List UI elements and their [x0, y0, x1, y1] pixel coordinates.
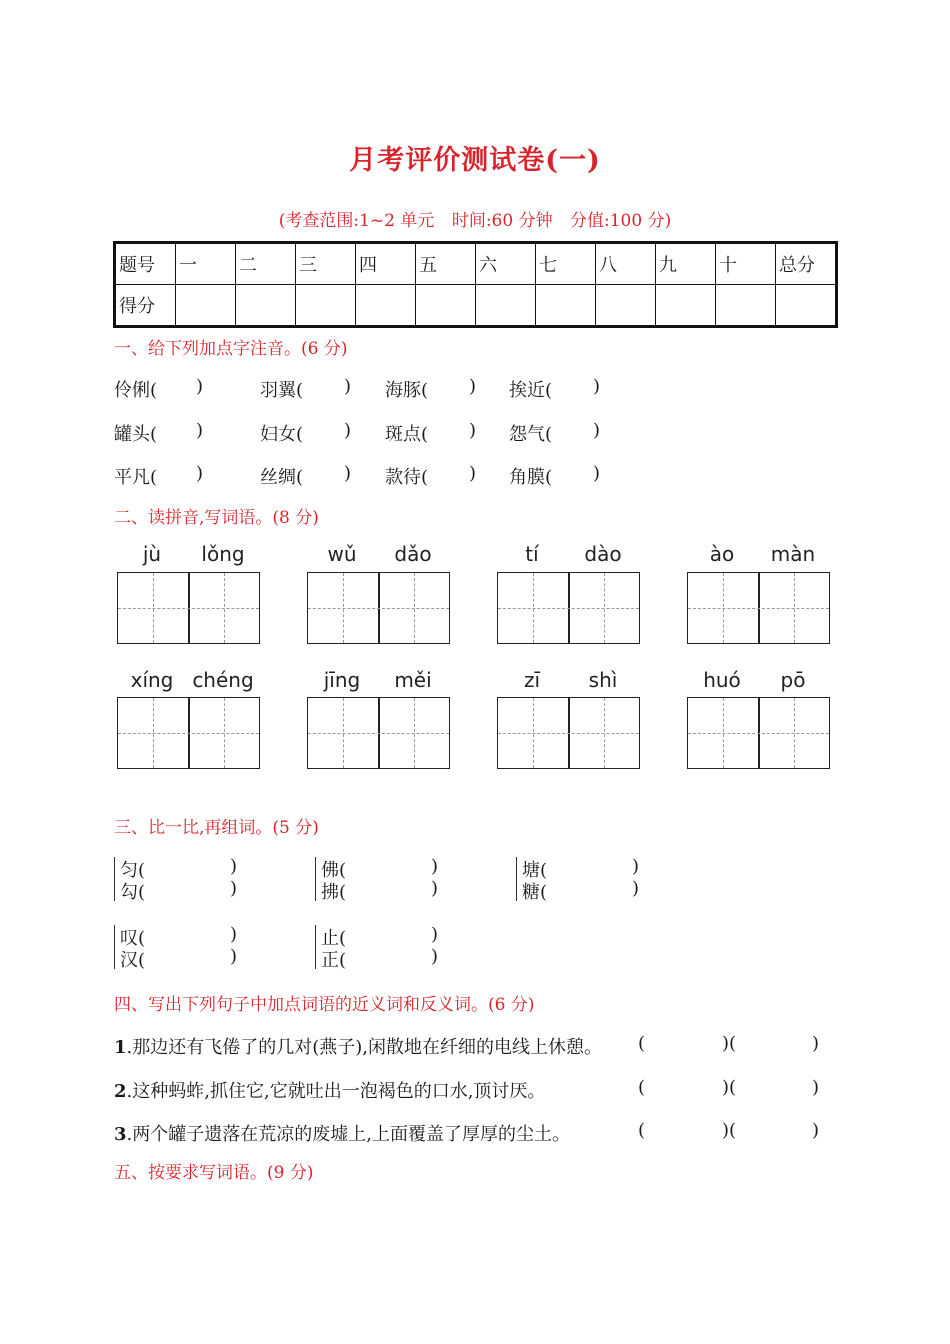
score-cell: 二: [236, 243, 296, 285]
pinyin-word: 款待(: [385, 467, 429, 488]
close-paren: ): [812, 1120, 820, 1141]
compare-char: 止(: [321, 928, 347, 949]
pinyin-word: 妇女(: [260, 424, 304, 445]
pinyin-word: 挨近(: [509, 380, 553, 401]
question-text: .这种蚂蚱,抓住它,它就吐出一泡褐色的口水,顶讨厌。: [126, 1081, 546, 1102]
grid-line: [414, 698, 415, 768]
score-cell: 题号: [115, 243, 176, 285]
pinyin-syllable: lǒng: [201, 542, 245, 566]
open-paren: (: [638, 1120, 646, 1141]
compare-char: 糖(: [522, 882, 548, 903]
grid-line: [343, 573, 344, 643]
score-input-cell[interactable]: [716, 285, 776, 327]
score-row-label: 得分: [115, 285, 176, 327]
open-paren: (: [638, 1033, 646, 1054]
pinyin-word: 丝绸(: [260, 467, 304, 488]
grid-line: [224, 573, 225, 643]
compare-char: 叹(: [120, 928, 146, 949]
pinyin-syllable: huó: [703, 668, 741, 692]
close-paren: ): [632, 856, 640, 877]
close-paren: ): [230, 878, 238, 899]
bracket: [315, 857, 316, 901]
pinyin-word: 怨气(: [509, 424, 553, 445]
grid-line: [794, 698, 795, 768]
section-1-heading: 一、给下列加点字注音。(6 分): [114, 339, 348, 359]
pinyin-syllable: dǎo: [394, 542, 432, 566]
grid-line: [308, 733, 449, 734]
close-paren: ): [812, 1077, 820, 1098]
close-paren: ): [196, 463, 204, 484]
pinyin-word: 罐头(: [114, 424, 158, 445]
compare-char: 塘(: [522, 860, 548, 881]
grid-line: [153, 573, 154, 643]
answer-blank[interactable]: [166, 420, 194, 442]
close-paren: ): [593, 376, 601, 397]
score-cell: 七: [536, 243, 596, 285]
close-paren: ): [344, 420, 352, 441]
grid-line: [118, 608, 259, 609]
score-input-cell[interactable]: [236, 285, 296, 327]
compare-char: 正(: [321, 950, 347, 971]
tianzige-writing-box[interactable]: [687, 572, 830, 644]
score-cell: 六: [476, 243, 536, 285]
section-4-heading: 四、写出下列句子中加点词语的近义词和反义词。(6 分): [114, 995, 535, 1015]
score-cell: 十: [716, 243, 776, 285]
close-paren: ): [196, 420, 204, 441]
score-input-cell[interactable]: [656, 285, 716, 327]
tianzige-writing-box[interactable]: [497, 697, 640, 769]
bracket: [114, 925, 115, 969]
pinyin-word: 角膜(: [509, 467, 553, 488]
grid-line: [533, 698, 534, 768]
exam-score: 分值:100 分): [570, 211, 672, 231]
score-input-cell[interactable]: [296, 285, 356, 327]
page-title: 月考评价测试卷(一): [349, 145, 601, 176]
tianzige-writing-box[interactable]: [497, 572, 640, 644]
pinyin-word: 平凡(: [114, 467, 158, 488]
tianzige-writing-box[interactable]: [117, 697, 260, 769]
score-cell: 三: [296, 243, 356, 285]
score-cell: 总分: [776, 243, 837, 285]
answer-blank[interactable]: [166, 376, 194, 398]
close-paren: ): [230, 856, 238, 877]
pinyin-syllable: shì: [588, 668, 618, 692]
score-input-cell[interactable]: [356, 285, 416, 327]
score-input-cell[interactable]: [776, 285, 837, 327]
grid-line: [723, 698, 724, 768]
bracket: [315, 925, 316, 969]
bracket: [114, 857, 115, 901]
answer-blank[interactable]: [154, 946, 226, 968]
close-paren: ): [431, 856, 439, 877]
pinyin-word: 斑点(: [385, 424, 429, 445]
close-paren: ): [431, 924, 439, 945]
pinyin-syllable: xíng: [130, 668, 174, 692]
score-input-cell[interactable]: [176, 285, 236, 327]
grid-line: [308, 608, 449, 609]
grid-line: [688, 733, 829, 734]
answer-blank[interactable]: [312, 376, 340, 398]
answer-blank[interactable]: [312, 463, 340, 485]
score-cell: 五: [416, 243, 476, 285]
grid-line: [343, 698, 344, 768]
synonym-blank[interactable]: [650, 1033, 720, 1055]
tianzige-writing-box[interactable]: [687, 697, 830, 769]
compare-char: 汉(: [120, 950, 146, 971]
mid-parens: )(: [722, 1120, 737, 1141]
grid-line: [794, 573, 795, 643]
answer-blank[interactable]: [561, 420, 589, 442]
close-paren: ): [344, 376, 352, 397]
question-text: .两个罐子遗落在荒凉的废墟上,上面覆盖了厚厚的尘土。: [126, 1124, 570, 1145]
section-5-heading: 五、按要求写词语。(9 分): [114, 1163, 314, 1183]
pinyin-syllable: chéng: [192, 668, 254, 692]
mid-parens: )(: [722, 1077, 737, 1098]
open-paren: (: [638, 1077, 646, 1098]
pinyin-word: 海豚(: [385, 380, 429, 401]
close-paren: ): [469, 376, 477, 397]
exam-scope: (考查范围:1~2 单元: [278, 211, 435, 231]
compare-char: 勾(: [120, 882, 146, 903]
question-text: .那边还有飞倦了的几对(燕子),闲散地在纤细的电线上休憩。: [126, 1037, 603, 1058]
answer-blank[interactable]: [355, 878, 427, 900]
score-table-header-row: [115, 243, 837, 285]
pinyin-word: 羽翼(: [260, 380, 304, 401]
tianzige-writing-box[interactable]: [307, 697, 450, 769]
bracket: [516, 857, 517, 901]
score-input-cell[interactable]: [476, 285, 536, 327]
answer-blank[interactable]: [437, 420, 465, 442]
mid-parens: )(: [722, 1033, 737, 1054]
question-sentence: [114, 1077, 545, 1103]
close-paren: ): [344, 463, 352, 484]
close-paren: ): [196, 376, 204, 397]
answer-blank[interactable]: [154, 924, 226, 946]
score-cell: 八: [596, 243, 656, 285]
grid-line: [153, 698, 154, 768]
grid-line: [118, 733, 259, 734]
grid-line: [414, 573, 415, 643]
answer-blank[interactable]: [166, 463, 194, 485]
answer-blank[interactable]: [154, 878, 226, 900]
pinyin-syllable: měi: [394, 668, 432, 692]
close-paren: ): [230, 924, 238, 945]
tianzige-writing-box[interactable]: [117, 572, 260, 644]
close-paren: ): [632, 878, 640, 899]
question-number: 1: [114, 1037, 127, 1058]
exam-time: 时间:60 分钟: [451, 211, 553, 231]
answer-blank[interactable]: [154, 856, 226, 878]
compare-char: 佛(: [321, 860, 347, 881]
answer-blank[interactable]: [561, 376, 589, 398]
score-table-score-row: [115, 285, 837, 327]
close-paren: ): [812, 1033, 820, 1054]
pinyin-syllable: ào: [709, 542, 735, 566]
grid-line: [498, 733, 639, 734]
synonym-blank[interactable]: [650, 1120, 720, 1142]
score-cell: 四: [356, 243, 416, 285]
score-cell: 九: [656, 243, 716, 285]
score-cell: 一: [176, 243, 236, 285]
pinyin-syllable: zī: [523, 668, 541, 692]
close-paren: ): [469, 420, 477, 441]
pinyin-syllable: pō: [780, 668, 806, 692]
grid-line: [688, 608, 829, 609]
tianzige-writing-box[interactable]: [307, 572, 450, 644]
pinyin-syllable: jù: [142, 542, 162, 566]
question-number: 2: [114, 1081, 127, 1102]
score-table: [113, 241, 838, 328]
antonym-blank[interactable]: [740, 1077, 810, 1099]
pinyin-syllable: tí: [525, 542, 539, 566]
question-sentence: [114, 1120, 570, 1146]
section-2-heading: 二、读拼音,写词语。(8 分): [114, 508, 319, 528]
answer-blank[interactable]: [355, 946, 427, 968]
pinyin-syllable: màn: [770, 542, 816, 566]
exam-info: [0, 206, 950, 231]
close-paren: ): [431, 878, 439, 899]
grid-line: [533, 573, 534, 643]
grid-line: [224, 698, 225, 768]
question-sentence: [114, 1033, 602, 1059]
answer-blank[interactable]: [561, 463, 589, 485]
close-paren: ): [230, 946, 238, 967]
antonym-blank[interactable]: [740, 1120, 810, 1142]
answer-blank[interactable]: [355, 856, 427, 878]
pinyin-word: 伶俐(: [114, 380, 158, 401]
close-paren: ): [593, 420, 601, 441]
answer-blank[interactable]: [312, 420, 340, 442]
pinyin-syllable: wǔ: [327, 542, 357, 566]
score-input-cell[interactable]: [536, 285, 596, 327]
section-3-heading: 三、比一比,再组词。(5 分): [114, 818, 319, 838]
close-paren: ): [469, 463, 477, 484]
close-paren: ): [431, 946, 439, 967]
score-input-cell[interactable]: [416, 285, 476, 327]
antonym-blank[interactable]: [740, 1033, 810, 1055]
score-input-cell[interactable]: [596, 285, 656, 327]
answer-blank[interactable]: [355, 924, 427, 946]
question-number: 3: [114, 1124, 127, 1145]
answer-blank[interactable]: [556, 878, 628, 900]
grid-line: [604, 698, 605, 768]
close-paren: ): [593, 463, 601, 484]
grid-line: [604, 573, 605, 643]
compare-char: 匀(: [120, 860, 146, 881]
answer-blank[interactable]: [437, 376, 465, 398]
grid-line: [723, 573, 724, 643]
compare-char: 拂(: [321, 882, 347, 903]
pinyin-syllable: jīng: [323, 668, 361, 692]
answer-blank[interactable]: [556, 856, 628, 878]
synonym-blank[interactable]: [650, 1077, 720, 1099]
grid-line: [498, 608, 639, 609]
pinyin-syllable: dào: [584, 542, 622, 566]
answer-blank[interactable]: [437, 463, 465, 485]
